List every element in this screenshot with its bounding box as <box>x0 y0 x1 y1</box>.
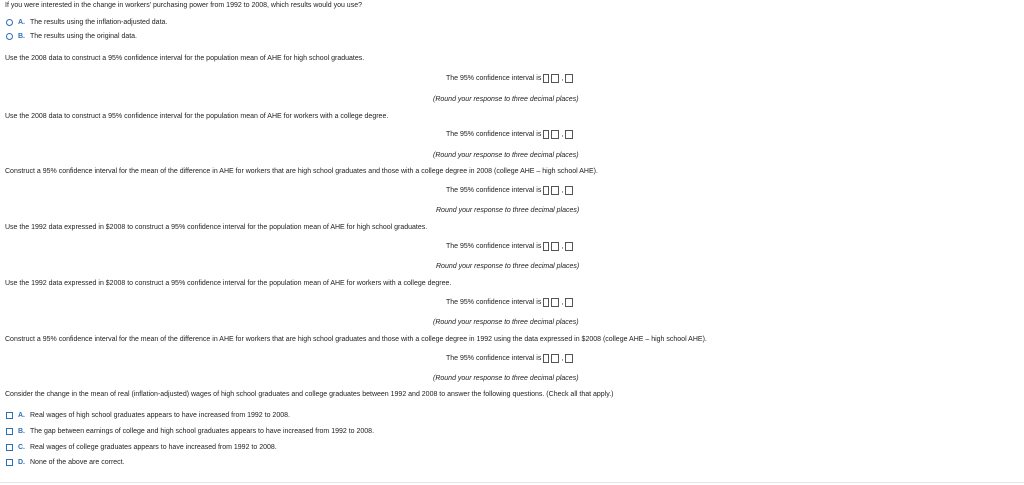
ci-upper-input[interactable] <box>565 354 573 363</box>
ci-label: The 95% confidence interval is <box>446 243 542 250</box>
ci-lower-input[interactable] <box>551 354 559 363</box>
ci-lower-input[interactable] <box>551 74 559 83</box>
ci-lower-bracket-input[interactable] <box>543 186 549 195</box>
option-text: Real wages of high school graduates appears to have increased from 1992 to 2008. <box>30 412 290 419</box>
checkbox[interactable] <box>6 444 13 451</box>
option-letter: A. <box>18 412 25 419</box>
ci-upper-input[interactable] <box>565 242 573 251</box>
ci-lower-bracket-input[interactable] <box>543 74 549 83</box>
ci-lower-input[interactable] <box>551 130 559 139</box>
ci-answer-row-4 <box>446 242 573 251</box>
ci-answer-row-3 <box>446 186 573 195</box>
ci-answer-row-6 <box>446 354 573 363</box>
option-b-radio-row[interactable] <box>6 33 137 40</box>
ci-separator: , <box>561 131 564 138</box>
option-text: The results using the original data. <box>30 33 138 40</box>
ci-note-4: Round your response to three decimal places) <box>436 263 580 270</box>
option-text: The gap between earnings of college and high school graduates appears to have increased from 1992 to 2008. <box>30 428 375 435</box>
ci-lower-input[interactable] <box>551 186 559 195</box>
option-text: None of the above are correct. <box>30 459 125 466</box>
ci-prompt-6: Construct a 95% confidence interval for the mean of the difference in AHE for workers that are high school graduates and those with a college degree in 1992 using the data expressed in $2008 (college AHE – high school AHE). <box>5 336 707 343</box>
ci-answer-row-2 <box>446 130 573 139</box>
ci-label: The 95% confidence interval is <box>446 299 542 306</box>
option-a-radio-row[interactable] <box>6 19 167 26</box>
ci-lower-bracket-input[interactable] <box>543 242 549 251</box>
option-letter: D. <box>18 459 25 466</box>
ci-lower-bracket-input[interactable] <box>543 354 549 363</box>
ci-separator: , <box>561 243 564 250</box>
ci-note-2: (Round your response to three decimal places) <box>433 152 579 159</box>
option-text: The results using the inflation-adjusted data. <box>30 19 168 26</box>
ci-separator: , <box>561 299 564 306</box>
ci-prompt-2: Use the 2008 data to construct a 95% confidence interval for the population mean of AHE for workers with a college degree. <box>5 113 389 120</box>
option-d-checkbox-row[interactable] <box>6 459 125 466</box>
ci-prompt-3: Construct a 95% confidence interval for the mean of the difference in AHE for workers that are high school graduates and those with a college degree in 2008 (college AHE – high school AHE). <box>5 168 598 175</box>
option-letter: A. <box>18 19 25 26</box>
ci-label: The 95% confidence interval is <box>446 131 542 138</box>
ci-lower-input[interactable] <box>551 242 559 251</box>
ci-lower-input[interactable] <box>551 298 559 307</box>
checkbox[interactable] <box>6 459 13 466</box>
option-a-checkbox-row[interactable] <box>6 412 290 419</box>
option-letter: C. <box>18 444 25 451</box>
question-real-wages: Consider the change in the mean of real (inflation-adjusted) wages of high school graduates and college graduates between 1992 and 2008 to answer the following questions. (Check all that apply.) <box>5 391 614 398</box>
radio-button[interactable] <box>6 19 13 26</box>
option-text: Real wages of college graduates appears to have increased from 1992 to 2008. <box>30 444 277 451</box>
ci-note-3: Round your response to three decimal places) <box>436 207 580 214</box>
ci-separator: , <box>561 187 564 194</box>
ci-upper-input[interactable] <box>565 74 573 83</box>
option-letter: B. <box>18 428 25 435</box>
ci-note-5: (Round your response to three decimal places) <box>433 319 579 326</box>
bottom-divider <box>0 482 1024 483</box>
checkbox[interactable] <box>6 412 13 419</box>
ci-separator: , <box>561 75 564 82</box>
radio-button[interactable] <box>6 33 13 40</box>
question-purchasing-power: If you were interested in the change in workers' purchasing power from 1992 to 2008, which results would you use? <box>5 2 362 9</box>
ci-note-6: (Round your response to three decimal places) <box>433 375 579 382</box>
ci-label: The 95% confidence interval is <box>446 187 542 194</box>
ci-label: The 95% confidence interval is <box>446 355 542 362</box>
ci-note-1: (Round your response to three decimal places) <box>433 96 579 103</box>
ci-lower-bracket-input[interactable] <box>543 298 549 307</box>
ci-answer-row-1 <box>446 74 573 83</box>
ci-separator: , <box>561 355 564 362</box>
option-b-checkbox-row[interactable] <box>6 428 374 435</box>
ci-answer-row-5 <box>446 298 573 307</box>
ci-prompt-5: Use the 1992 data expressed in $2008 to construct a 95% confidence interval for the population mean of AHE for workers with a college degree. <box>5 280 452 287</box>
ci-upper-input[interactable] <box>565 298 573 307</box>
ci-prompt-4: Use the 1992 data expressed in $2008 to construct a 95% confidence interval for the population mean of AHE for high school graduates. <box>5 224 428 231</box>
option-letter: B. <box>18 33 25 40</box>
option-c-checkbox-row[interactable] <box>6 444 277 451</box>
ci-prompt-1: Use the 2008 data to construct a 95% confidence interval for the population mean of AHE for high school graduates. <box>5 55 365 62</box>
ci-lower-bracket-input[interactable] <box>543 130 549 139</box>
ci-label: The 95% confidence interval is <box>446 75 542 82</box>
ci-upper-input[interactable] <box>565 186 573 195</box>
ci-upper-input[interactable] <box>565 130 573 139</box>
checkbox[interactable] <box>6 428 13 435</box>
